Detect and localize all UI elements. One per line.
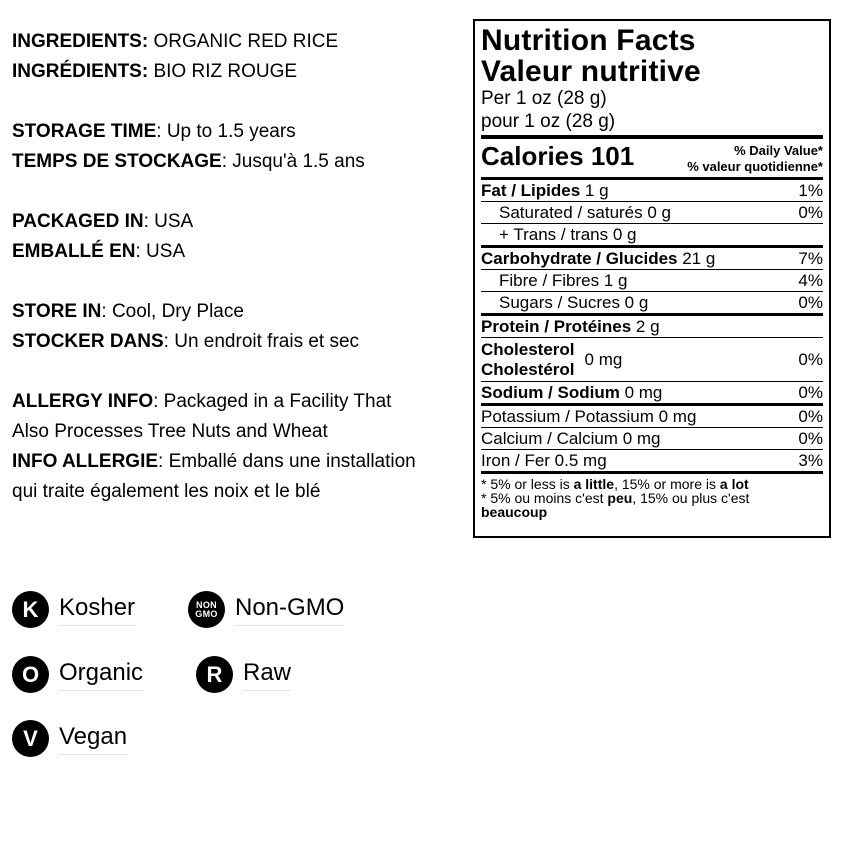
allergy-fr-line: INFO ALLERGIE: Emballé dans une installation	[12, 451, 416, 472]
store-line: STORE IN: Cool, Dry Place	[12, 301, 244, 322]
daily-value-footnote: * 5% or less is a little, 15% or more is a lot * 5% ou moins c'est peu, 15% ou plus c'est beaucoup	[481, 476, 750, 520]
fibre-row: Fibre / Fibres 1 g 4%	[481, 270, 823, 292]
sugars-row: Sugars / Sucres 0 g 0%	[481, 292, 823, 316]
organic-label: Organic	[59, 659, 143, 691]
nutrition-facts-panel	[473, 19, 831, 538]
non-gmo-icon: NON GMO	[188, 591, 225, 628]
allergy-line: ALLERGY INFO: Packaged in a Facility That	[12, 391, 392, 412]
storage-fr-line: TEMPS DE STOCKAGE: Jusqu'à 1.5 ans	[12, 151, 365, 172]
cholesterol-row: Cholesterol Cholestérol 0 mg 0%	[481, 338, 823, 382]
nongmo-badge	[188, 591, 344, 628]
nutrition-title-en: Nutrition Facts	[481, 24, 696, 57]
vegan-badge	[12, 720, 127, 757]
trans-row: + Trans / trans 0 g	[481, 224, 823, 248]
serving-size-fr: pour 1 oz (28 g)	[481, 111, 616, 132]
allergy-line-2: Also Processes Tree Nuts and Wheat	[12, 421, 328, 442]
storage-line: STORAGE TIME: Up to 1.5 years	[12, 121, 296, 142]
fat-row: Fat / Lipides 1 g 1%	[481, 181, 823, 200]
calcium-row: Calcium / Calcium 0 mg 0%	[481, 429, 823, 448]
allergy-fr-line-2: qui traite également les noix et le blé	[12, 481, 321, 502]
raw-label: Raw	[243, 659, 291, 691]
calories-value: Calories 101	[481, 141, 635, 171]
ingredients-line: INGREDIENTS: ORGANIC RED RICE	[12, 31, 339, 52]
ingredients-fr-line: INGRÉDIENTS: BIO RIZ ROUGE	[12, 61, 298, 82]
packaged-line: PACKAGED IN: USA	[12, 211, 194, 232]
kosher-icon: K	[12, 591, 49, 628]
raw-icon: R	[196, 656, 233, 693]
packaged-fr-line: EMBALLÉ EN: USA	[12, 241, 186, 262]
protein-row: Protein / Protéines 2 g	[481, 316, 823, 338]
kosher-badge	[12, 591, 135, 628]
saturated-row: Saturated / saturés 0 g 0%	[481, 202, 823, 224]
kosher-label: Kosher	[59, 594, 135, 626]
carbohydrate-row: Carbohydrate / Glucides 21 g 7%	[481, 249, 823, 268]
raw-badge	[196, 656, 291, 693]
potassium-row: Potassium / Potassium 0 mg 0%	[481, 407, 823, 426]
nutrition-title-fr: Valeur nutritive	[481, 55, 701, 88]
sodium-row: Sodium / Sodium 0 mg 0%	[481, 382, 823, 406]
product-info	[12, 27, 467, 507]
organic-badge	[12, 656, 143, 693]
organic-icon: O	[12, 656, 49, 693]
store-fr-line: STOCKER DANS: Un endroit frais et sec	[12, 331, 360, 352]
vegan-icon: V	[12, 720, 49, 757]
nongmo-label: Non-GMO	[235, 594, 344, 626]
calories-row	[481, 139, 823, 180]
serving-size-en: Per 1 oz (28 g)	[481, 88, 607, 109]
vegan-label: Vegan	[59, 723, 127, 755]
iron-row: Iron / Fer 0.5 mg 3%	[481, 450, 823, 474]
daily-value-header: % Daily Value* % valeur quotidienne*	[687, 143, 823, 174]
